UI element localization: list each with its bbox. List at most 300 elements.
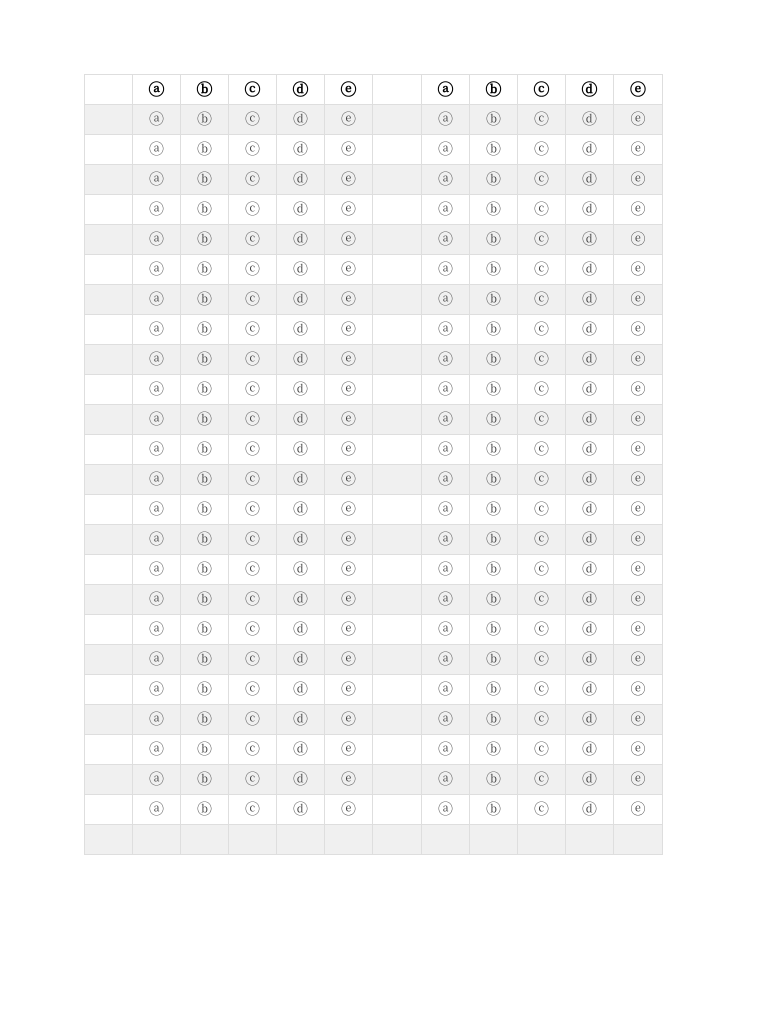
option-bubble[interactable]: ⓔ (630, 230, 646, 248)
option-cell[interactable] (518, 585, 566, 615)
option-bubble[interactable]: ⓐ (148, 710, 164, 728)
option-bubble[interactable]: ⓓ (581, 770, 597, 788)
option-bubble[interactable]: ⓔ (630, 470, 646, 488)
option-bubble[interactable]: ⓑ (196, 170, 212, 188)
option-bubble[interactable]: ⓔ (340, 80, 357, 99)
option-cell[interactable] (470, 315, 518, 345)
option-cell[interactable] (277, 735, 325, 765)
option-cell[interactable] (470, 765, 518, 795)
option-cell[interactable] (133, 645, 181, 675)
option-bubble[interactable]: ⓒ (533, 500, 549, 518)
option-bubble[interactable]: ⓓ (581, 140, 597, 158)
option-cell[interactable] (566, 405, 614, 435)
option-cell[interactable] (422, 435, 470, 465)
option-bubble[interactable]: ⓓ (292, 800, 308, 818)
option-cell[interactable] (614, 195, 663, 225)
option-bubble[interactable]: ⓒ (244, 800, 260, 818)
option-bubble[interactable]: ⓒ (533, 620, 549, 638)
option-cell[interactable] (566, 765, 614, 795)
option-cell[interactable] (614, 435, 663, 465)
option-cell[interactable] (181, 675, 229, 705)
option-bubble[interactable]: ⓑ (196, 650, 212, 668)
option-bubble[interactable]: ⓓ (292, 230, 308, 248)
option-bubble[interactable]: ⓒ (533, 230, 549, 248)
option-bubble[interactable]: ⓓ (292, 290, 308, 308)
option-cell[interactable] (614, 135, 663, 165)
option-cell[interactable] (518, 435, 566, 465)
option-bubble[interactable]: ⓐ (437, 650, 453, 668)
option-cell[interactable] (614, 165, 663, 195)
option-bubble[interactable]: ⓔ (630, 530, 646, 548)
option-cell[interactable] (614, 705, 663, 735)
option-cell[interactable] (133, 735, 181, 765)
option-bubble[interactable]: ⓒ (533, 650, 549, 668)
option-bubble[interactable]: ⓓ (292, 320, 308, 338)
option-bubble[interactable]: ⓓ (581, 320, 597, 338)
option-cell[interactable] (229, 135, 277, 165)
option-cell[interactable] (614, 225, 663, 255)
option-bubble[interactable]: ⓐ (437, 350, 453, 368)
option-bubble[interactable]: ⓒ (244, 110, 260, 128)
option-bubble[interactable]: ⓔ (630, 710, 646, 728)
option-cell[interactable] (325, 285, 373, 315)
option-bubble[interactable]: ⓔ (340, 800, 356, 818)
option-bubble[interactable]: ⓐ (437, 740, 453, 758)
option-cell[interactable] (518, 615, 566, 645)
option-bubble[interactable]: ⓒ (533, 440, 549, 458)
option-bubble[interactable]: ⓓ (292, 650, 308, 668)
option-cell[interactable] (277, 795, 325, 825)
option-cell[interactable] (325, 225, 373, 255)
option-bubble[interactable]: ⓓ (581, 80, 598, 99)
option-cell[interactable] (325, 585, 373, 615)
option-bubble[interactable]: ⓔ (340, 290, 356, 308)
option-cell[interactable] (422, 405, 470, 435)
option-bubble[interactable]: ⓔ (340, 170, 356, 188)
option-bubble[interactable]: ⓓ (292, 500, 308, 518)
option-bubble[interactable]: ⓑ (485, 620, 501, 638)
option-bubble[interactable]: ⓒ (244, 290, 260, 308)
option-cell[interactable] (277, 525, 325, 555)
option-bubble[interactable]: ⓔ (630, 110, 646, 128)
option-cell[interactable] (614, 75, 663, 105)
option-cell[interactable] (133, 765, 181, 795)
option-bubble[interactable]: ⓒ (244, 410, 260, 428)
option-cell[interactable] (229, 435, 277, 465)
option-bubble[interactable]: ⓑ (485, 470, 501, 488)
option-bubble[interactable]: ⓐ (148, 200, 164, 218)
option-cell[interactable] (422, 675, 470, 705)
option-bubble[interactable]: ⓔ (340, 740, 356, 758)
option-cell[interactable] (229, 285, 277, 315)
option-cell[interactable] (229, 615, 277, 645)
option-cell[interactable] (181, 135, 229, 165)
option-cell[interactable] (229, 255, 277, 285)
option-cell[interactable] (277, 375, 325, 405)
option-cell[interactable] (566, 675, 614, 705)
option-cell[interactable] (229, 345, 277, 375)
option-bubble[interactable]: ⓓ (292, 200, 308, 218)
option-bubble[interactable]: ⓒ (244, 440, 260, 458)
option-cell[interactable] (181, 435, 229, 465)
option-cell[interactable] (518, 375, 566, 405)
option-bubble[interactable]: ⓐ (437, 290, 453, 308)
option-bubble[interactable]: ⓐ (148, 590, 164, 608)
option-bubble[interactable]: ⓐ (437, 500, 453, 518)
option-cell[interactable] (566, 285, 614, 315)
option-cell[interactable] (422, 195, 470, 225)
option-cell[interactable] (229, 495, 277, 525)
option-bubble[interactable]: ⓐ (148, 170, 164, 188)
option-cell[interactable] (518, 675, 566, 705)
option-cell[interactable] (277, 555, 325, 585)
option-cell[interactable] (614, 105, 663, 135)
option-bubble[interactable]: ⓒ (533, 290, 549, 308)
option-cell[interactable] (181, 555, 229, 585)
option-bubble[interactable]: ⓒ (244, 470, 260, 488)
option-bubble[interactable]: ⓑ (196, 440, 212, 458)
option-bubble[interactable]: ⓔ (630, 140, 646, 158)
option-cell[interactable] (181, 255, 229, 285)
option-bubble[interactable]: ⓐ (148, 500, 164, 518)
option-bubble[interactable]: ⓐ (148, 80, 165, 99)
option-bubble[interactable]: ⓓ (292, 620, 308, 638)
option-cell[interactable] (518, 165, 566, 195)
option-cell[interactable] (566, 585, 614, 615)
option-cell[interactable] (422, 165, 470, 195)
option-cell[interactable] (614, 465, 663, 495)
option-cell[interactable] (325, 705, 373, 735)
option-cell[interactable] (181, 225, 229, 255)
option-bubble[interactable]: ⓑ (485, 800, 501, 818)
option-cell[interactable] (470, 225, 518, 255)
option-bubble[interactable]: ⓑ (196, 620, 212, 638)
option-bubble[interactable]: ⓔ (340, 590, 356, 608)
option-cell[interactable] (518, 405, 566, 435)
option-bubble[interactable]: ⓑ (485, 410, 501, 428)
option-bubble[interactable]: ⓑ (196, 140, 212, 158)
option-bubble[interactable]: ⓐ (148, 800, 164, 818)
option-cell[interactable] (229, 795, 277, 825)
option-bubble[interactable]: ⓓ (581, 440, 597, 458)
option-cell[interactable] (518, 285, 566, 315)
option-bubble[interactable]: ⓒ (244, 260, 260, 278)
option-bubble[interactable]: ⓒ (244, 620, 260, 638)
option-bubble[interactable]: ⓒ (533, 380, 549, 398)
option-cell[interactable] (614, 525, 663, 555)
option-bubble[interactable]: ⓐ (148, 380, 164, 398)
option-bubble[interactable]: ⓒ (244, 500, 260, 518)
option-cell[interactable] (470, 195, 518, 225)
option-cell[interactable] (277, 585, 325, 615)
option-bubble[interactable]: ⓓ (292, 410, 308, 428)
option-bubble[interactable]: ⓔ (340, 650, 356, 668)
option-cell[interactable] (181, 705, 229, 735)
option-cell[interactable] (566, 75, 614, 105)
option-bubble[interactable]: ⓓ (292, 380, 308, 398)
option-cell[interactable] (614, 795, 663, 825)
option-cell[interactable] (470, 615, 518, 645)
option-cell[interactable] (518, 645, 566, 675)
option-bubble[interactable]: ⓔ (630, 770, 646, 788)
option-bubble[interactable]: ⓔ (630, 440, 646, 458)
option-bubble[interactable]: ⓐ (437, 620, 453, 638)
option-cell[interactable] (518, 195, 566, 225)
option-cell[interactable] (470, 645, 518, 675)
option-cell[interactable] (518, 705, 566, 735)
option-cell[interactable] (133, 375, 181, 405)
option-bubble[interactable]: ⓐ (437, 530, 453, 548)
option-cell[interactable] (229, 765, 277, 795)
option-cell[interactable] (133, 465, 181, 495)
option-bubble[interactable]: ⓒ (533, 80, 550, 99)
option-cell[interactable] (229, 195, 277, 225)
option-cell[interactable] (614, 255, 663, 285)
option-bubble[interactable]: ⓔ (630, 500, 646, 518)
option-cell[interactable] (470, 405, 518, 435)
option-bubble[interactable]: ⓒ (533, 740, 549, 758)
option-bubble[interactable]: ⓐ (148, 440, 164, 458)
option-cell[interactable] (566, 615, 614, 645)
option-bubble[interactable]: ⓐ (148, 560, 164, 578)
option-cell[interactable] (422, 105, 470, 135)
option-cell[interactable] (470, 555, 518, 585)
option-bubble[interactable]: ⓓ (581, 680, 597, 698)
option-cell[interactable] (133, 495, 181, 525)
option-bubble[interactable]: ⓒ (244, 320, 260, 338)
option-cell[interactable] (518, 465, 566, 495)
option-bubble[interactable]: ⓓ (581, 200, 597, 218)
option-cell[interactable] (277, 285, 325, 315)
option-bubble[interactable]: ⓒ (244, 650, 260, 668)
option-bubble[interactable]: ⓓ (581, 500, 597, 518)
option-bubble[interactable]: ⓓ (292, 350, 308, 368)
option-cell[interactable] (181, 75, 229, 105)
option-cell[interactable] (422, 525, 470, 555)
option-cell[interactable] (133, 795, 181, 825)
option-bubble[interactable]: ⓔ (340, 380, 356, 398)
option-bubble[interactable]: ⓑ (485, 140, 501, 158)
option-cell[interactable] (422, 735, 470, 765)
option-bubble[interactable]: ⓑ (485, 230, 501, 248)
option-cell[interactable] (277, 405, 325, 435)
option-cell[interactable] (422, 285, 470, 315)
option-cell[interactable] (325, 255, 373, 285)
option-bubble[interactable]: ⓐ (437, 170, 453, 188)
option-bubble[interactable]: ⓒ (533, 530, 549, 548)
option-cell[interactable] (518, 345, 566, 375)
option-bubble[interactable]: ⓐ (148, 740, 164, 758)
option-cell[interactable] (325, 195, 373, 225)
option-bubble[interactable]: ⓑ (485, 590, 501, 608)
option-cell[interactable] (133, 705, 181, 735)
option-cell[interactable] (470, 255, 518, 285)
option-bubble[interactable]: ⓔ (630, 290, 646, 308)
option-bubble[interactable]: ⓔ (340, 140, 356, 158)
option-bubble[interactable]: ⓑ (196, 500, 212, 518)
option-bubble[interactable]: ⓐ (148, 290, 164, 308)
option-bubble[interactable]: ⓒ (533, 140, 549, 158)
option-bubble[interactable]: ⓓ (292, 170, 308, 188)
option-bubble[interactable]: ⓓ (581, 740, 597, 758)
option-cell[interactable] (277, 135, 325, 165)
option-cell[interactable] (277, 345, 325, 375)
option-cell[interactable] (277, 75, 325, 105)
option-cell[interactable] (470, 345, 518, 375)
option-bubble[interactable]: ⓒ (533, 560, 549, 578)
option-bubble[interactable]: ⓓ (581, 410, 597, 428)
option-bubble[interactable]: ⓓ (292, 710, 308, 728)
option-bubble[interactable]: ⓓ (581, 590, 597, 608)
option-bubble[interactable]: ⓔ (630, 620, 646, 638)
option-bubble[interactable]: ⓓ (581, 230, 597, 248)
option-cell[interactable] (325, 345, 373, 375)
option-cell[interactable] (614, 345, 663, 375)
option-bubble[interactable]: ⓐ (148, 680, 164, 698)
option-bubble[interactable]: ⓐ (437, 770, 453, 788)
option-bubble[interactable]: ⓐ (437, 200, 453, 218)
option-cell[interactable] (422, 765, 470, 795)
option-cell[interactable] (325, 645, 373, 675)
option-bubble[interactable]: ⓐ (148, 140, 164, 158)
option-cell[interactable] (181, 735, 229, 765)
option-cell[interactable] (325, 525, 373, 555)
option-cell[interactable] (325, 435, 373, 465)
option-cell[interactable] (277, 675, 325, 705)
option-bubble[interactable]: ⓑ (196, 410, 212, 428)
option-bubble[interactable]: ⓒ (244, 350, 260, 368)
option-bubble[interactable]: ⓔ (630, 410, 646, 428)
option-bubble[interactable]: ⓒ (533, 680, 549, 698)
option-cell[interactable] (614, 615, 663, 645)
option-bubble[interactable]: ⓔ (340, 110, 356, 128)
option-bubble[interactable]: ⓑ (485, 320, 501, 338)
option-bubble[interactable]: ⓐ (148, 230, 164, 248)
option-bubble[interactable]: ⓓ (292, 110, 308, 128)
option-cell[interactable] (229, 105, 277, 135)
option-cell[interactable] (277, 465, 325, 495)
option-cell[interactable] (133, 345, 181, 375)
option-bubble[interactable]: ⓓ (581, 710, 597, 728)
option-bubble[interactable]: ⓒ (244, 140, 260, 158)
option-bubble[interactable]: ⓔ (340, 320, 356, 338)
option-bubble[interactable]: ⓑ (196, 530, 212, 548)
option-bubble[interactable]: ⓐ (437, 710, 453, 728)
option-cell[interactable] (614, 315, 663, 345)
option-cell[interactable] (566, 345, 614, 375)
option-bubble[interactable]: ⓑ (196, 800, 212, 818)
option-bubble[interactable]: ⓑ (485, 80, 502, 99)
option-cell[interactable] (518, 735, 566, 765)
option-cell[interactable] (229, 645, 277, 675)
option-bubble[interactable]: ⓑ (485, 380, 501, 398)
option-cell[interactable] (181, 615, 229, 645)
option-bubble[interactable]: ⓔ (340, 200, 356, 218)
option-cell[interactable] (566, 225, 614, 255)
option-cell[interactable] (614, 735, 663, 765)
option-bubble[interactable]: ⓔ (630, 590, 646, 608)
option-cell[interactable] (566, 795, 614, 825)
option-cell[interactable] (277, 225, 325, 255)
option-bubble[interactable]: ⓔ (340, 350, 356, 368)
option-bubble[interactable]: ⓔ (630, 680, 646, 698)
option-bubble[interactable]: ⓔ (630, 170, 646, 188)
option-bubble[interactable]: ⓑ (485, 530, 501, 548)
option-bubble[interactable]: ⓐ (437, 680, 453, 698)
option-cell[interactable] (518, 555, 566, 585)
option-cell[interactable] (566, 495, 614, 525)
option-cell[interactable] (614, 285, 663, 315)
option-bubble[interactable]: ⓓ (292, 260, 308, 278)
option-cell[interactable] (325, 765, 373, 795)
option-bubble[interactable]: ⓐ (148, 530, 164, 548)
option-cell[interactable] (470, 375, 518, 405)
option-bubble[interactable]: ⓐ (437, 800, 453, 818)
option-bubble[interactable]: ⓐ (148, 110, 164, 128)
option-bubble[interactable]: ⓑ (196, 380, 212, 398)
option-cell[interactable] (422, 225, 470, 255)
option-bubble[interactable]: ⓓ (292, 680, 308, 698)
option-bubble[interactable]: ⓔ (340, 770, 356, 788)
option-cell[interactable] (181, 375, 229, 405)
option-cell[interactable] (470, 465, 518, 495)
option-bubble[interactable]: ⓑ (485, 680, 501, 698)
option-cell[interactable] (229, 735, 277, 765)
option-bubble[interactable]: ⓓ (581, 350, 597, 368)
option-bubble[interactable]: ⓐ (148, 650, 164, 668)
option-bubble[interactable]: ⓔ (630, 320, 646, 338)
option-bubble[interactable]: ⓐ (148, 320, 164, 338)
option-bubble[interactable]: ⓔ (629, 80, 646, 99)
option-cell[interactable] (133, 585, 181, 615)
option-cell[interactable] (181, 285, 229, 315)
option-cell[interactable] (470, 525, 518, 555)
option-cell[interactable] (325, 75, 373, 105)
option-bubble[interactable]: ⓓ (581, 530, 597, 548)
option-bubble[interactable]: ⓔ (340, 500, 356, 518)
option-bubble[interactable]: ⓒ (244, 740, 260, 758)
option-bubble[interactable]: ⓐ (437, 590, 453, 608)
option-cell[interactable] (566, 165, 614, 195)
option-bubble[interactable]: ⓒ (533, 770, 549, 788)
option-bubble[interactable]: ⓒ (244, 770, 260, 788)
option-cell[interactable] (422, 555, 470, 585)
option-cell[interactable] (229, 225, 277, 255)
option-cell[interactable] (422, 495, 470, 525)
option-cell[interactable] (229, 675, 277, 705)
option-cell[interactable] (470, 165, 518, 195)
option-cell[interactable] (325, 795, 373, 825)
option-bubble[interactable]: ⓓ (581, 470, 597, 488)
option-cell[interactable] (614, 675, 663, 705)
option-bubble[interactable]: ⓒ (533, 110, 549, 128)
option-cell[interactable] (422, 795, 470, 825)
option-bubble[interactable]: ⓒ (533, 350, 549, 368)
option-cell[interactable] (229, 525, 277, 555)
option-cell[interactable] (181, 495, 229, 525)
option-cell[interactable] (422, 75, 470, 105)
option-bubble[interactable]: ⓒ (244, 560, 260, 578)
option-bubble[interactable]: ⓓ (292, 560, 308, 578)
option-bubble[interactable]: ⓓ (581, 110, 597, 128)
option-bubble[interactable]: ⓒ (533, 260, 549, 278)
option-bubble[interactable]: ⓑ (196, 110, 212, 128)
option-bubble[interactable]: ⓔ (630, 800, 646, 818)
option-bubble[interactable]: ⓒ (244, 710, 260, 728)
option-cell[interactable] (133, 285, 181, 315)
option-cell[interactable] (470, 135, 518, 165)
option-bubble[interactable]: ⓐ (437, 230, 453, 248)
